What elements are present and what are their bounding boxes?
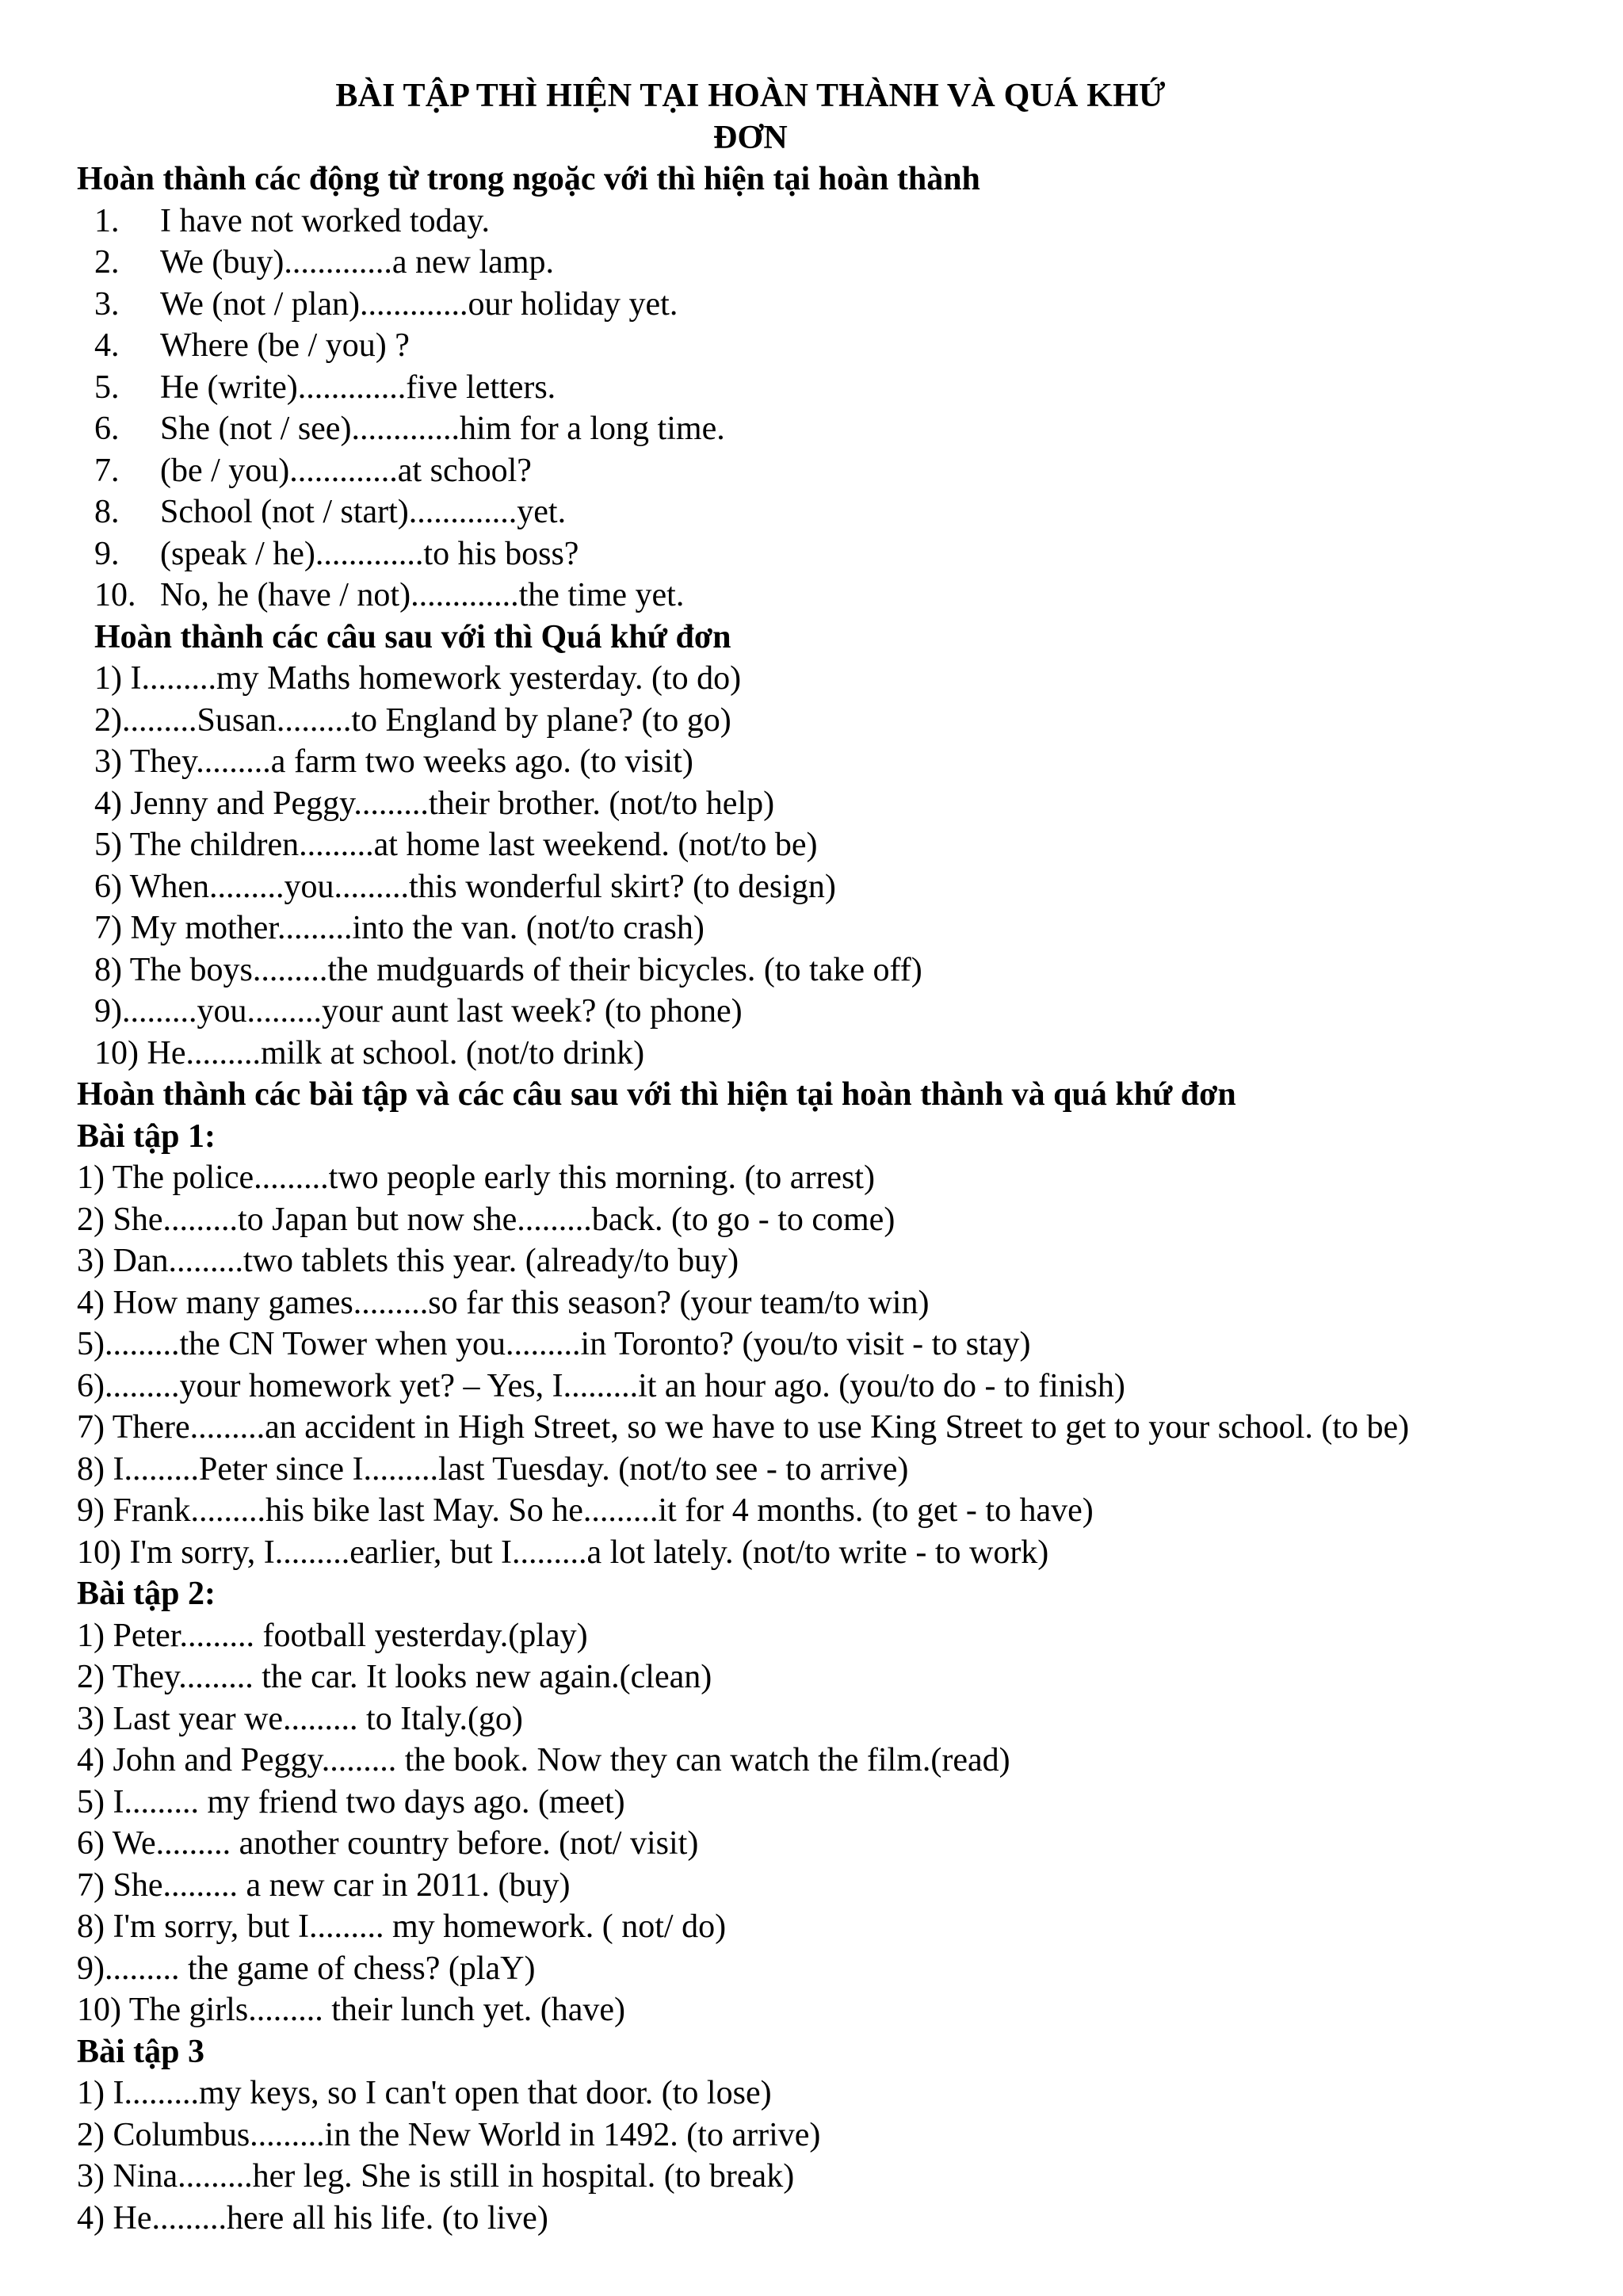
exercise-item: 5) I......... my friend two days ago. (meet) — [77, 1783, 625, 1820]
exercise-item: 1) I.........my Maths homework yesterday. (to do) — [94, 660, 742, 697]
exercise-item: 2) She.........to Japan but now she.........back. (to go - to come) — [77, 1201, 896, 1238]
item-text: (be / you).............at school? — [160, 452, 532, 489]
exercise-item: 3) Dan.........two tablets this year. (already/to buy) — [77, 1243, 739, 1279]
exercise-item: 9) Frank.........his bike last May. So he.........it for 4 months. (to get - to have) — [77, 1492, 1094, 1529]
item-text: We (buy).............a new lamp. — [160, 244, 554, 281]
exercise-item: 6) We......... another country before. (not/ visit) — [77, 1825, 699, 1862]
section-heading-mixed: Hoàn thành các bài tập và các câu sau với thì hiện tại hoàn thành và quá khứ đơn — [77, 1076, 1236, 1113]
exercise-item — [77, 284, 1583, 326]
exercise-item — [77, 325, 1583, 367]
exercise-item — [77, 450, 1583, 492]
item-number: 10. — [94, 577, 136, 613]
exercise-item: 5).........the CN Tower when you.........in Toronto? (you/to visit - to stay) — [77, 1326, 1031, 1362]
item-text: (speak / he).............to his boss? — [160, 535, 579, 572]
exercise-item — [77, 242, 1583, 284]
item-text: I have not worked today. — [160, 202, 490, 239]
exercise-item: 9)......... the game of chess? (plaY) — [77, 1950, 536, 1987]
exercise-item: 4) Jenny and Peggy.........their brother. (not/to help) — [94, 785, 775, 822]
item-number: 4. — [94, 327, 120, 364]
exercise-item: 4) John and Peggy......... the book. Now they can watch the film.(read) — [77, 1742, 1010, 1778]
item-number: 8. — [94, 494, 120, 530]
item-text: School (not / start).............yet. — [160, 494, 567, 530]
section-present-perfect — [77, 159, 1583, 617]
exercise-3 — [77, 2031, 1583, 2240]
section-simple-past — [77, 617, 1583, 1075]
item-text: She (not / see).............him for a long time. — [160, 411, 725, 447]
item-number: 2. — [94, 244, 120, 281]
exercise-item: 8) The boys.........the mudguards of their bicycles. (to take off) — [94, 951, 922, 988]
exercise-item — [77, 491, 1583, 533]
exercise-item: 10) I'm sorry, I.........earlier, but I.........a lot lately. (not/to write - to work) — [77, 1534, 1049, 1571]
item-number: 6. — [94, 411, 120, 447]
exercise-item — [77, 533, 1583, 575]
item-text: No, he (have / not).............the time yet. — [160, 577, 685, 613]
exercise-item: 8) I'm sorry, but I......... my homework. ( not/ do) — [77, 1908, 727, 1945]
exercise-item: 4) How many games.........so far this season? (your team/to win) — [77, 1284, 930, 1321]
item-text: We (not / plan).............our holiday yet. — [160, 285, 678, 323]
item-number: 3. — [94, 285, 120, 323]
exercise-item: 7) There.........an accident in High Street, so we have to use King Street to get to your school. (to be) — [77, 1409, 1410, 1446]
exercise-item — [77, 408, 1583, 450]
exercise-item: 2) Columbus.........in the New World in 1492. (to arrive) — [77, 2116, 821, 2153]
exercise-item: 10) He.........milk at school. (not/to drink) — [94, 1034, 645, 1072]
exercise-2 — [77, 1573, 1583, 2031]
item-text: Where (be / you) ? — [160, 327, 410, 364]
section-heading: Hoàn thành các câu sau với thì Quá khứ đơn — [94, 618, 731, 655]
item-number: 9. — [94, 535, 120, 572]
exercise-item: 1) I.........my keys, so I can't open that door. (to lose) — [77, 2075, 772, 2111]
page-title: BÀI TẬP THÌ HIỆN TẠI HOÀN THÀNH VÀ QUÁ KHỨ ĐƠN — [335, 78, 1166, 156]
exercise-item: 10) The girls......... their lunch yet. (have) — [77, 1992, 626, 2028]
exercise-heading: Bài tập 2: — [77, 1576, 216, 1612]
item-number: 5. — [94, 369, 120, 406]
item-number: 1. — [94, 202, 120, 239]
exercise-item — [77, 367, 1583, 409]
exercise-item: 1) Peter......... football yesterday.(play) — [77, 1617, 588, 1654]
item-number: 7. — [94, 452, 120, 489]
exercise-1 — [77, 1116, 1583, 1574]
exercise-item: 9).........you.........your aunt last week? (to phone) — [94, 993, 743, 1030]
exercise-heading: Bài tập 1: — [77, 1117, 216, 1155]
exercise-item: 3) Nina.........her leg. She is still in hospital. (to break) — [77, 2158, 795, 2195]
exercise-item: 2).........Susan.........to England by plane? (to go) — [94, 701, 731, 739]
exercise-item — [77, 575, 1583, 617]
exercise-item: 8) I.........Peter since I.........last Tuesday. (not/to see - to arrive) — [77, 1450, 909, 1488]
exercise-item: 6).........your homework yet? – Yes, I.........it an hour ago. (you/to do - to finish) — [77, 1367, 1125, 1404]
exercise-heading: Bài tập 3 — [77, 2033, 205, 2070]
exercise-item: 1) The police.........two people early this morning. (to arrest) — [77, 1159, 875, 1196]
item-text: He (write).............five letters. — [160, 369, 556, 406]
exercise-item: 7) She......... a new car in 2011. (buy) — [77, 1866, 571, 1904]
exercise-item — [77, 201, 1583, 243]
exercise-item: 2) They......... the car. It looks new again.(clean) — [77, 1659, 712, 1695]
exercise-item: 6) When.........you.........this wonderful skirt? (to design) — [94, 868, 836, 905]
exercise-item: 3) Last year we......... to Italy.(go) — [77, 1700, 523, 1737]
exercise-item: 5) The children.........at home last weekend. (not/to be) — [94, 827, 818, 863]
section-heading: Hoàn thành các động từ trong ngoặc với thì hiện tại hoàn thành — [77, 161, 980, 197]
exercise-item: 4) He.........here all his life. (to live) — [77, 2199, 548, 2237]
exercise-item: 7) My mother.........into the van. (not/to crash) — [94, 910, 705, 946]
exercise-item: 3) They.........a farm two weeks ago. (to visit) — [94, 743, 693, 780]
worksheet-page — [77, 75, 1583, 2239]
